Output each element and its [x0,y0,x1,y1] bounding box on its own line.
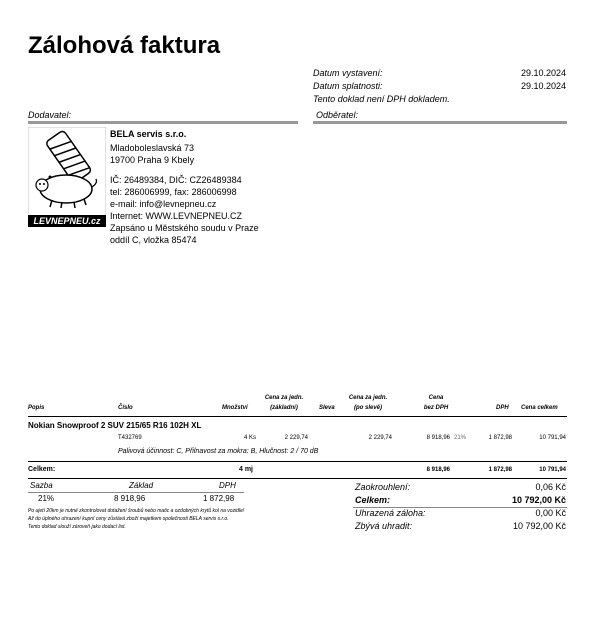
sum-qty: 4 mj [238,466,253,473]
customer-label: Odběratel: [316,110,359,120]
footer-line-3: Tento doklad slouží zároveň jako dodací list. [28,524,126,530]
supplier-register-2: oddíl C, vložka 85474 [110,235,197,245]
footer-line-1: Po ujetí 20km je nutné zkontrolovat dotažení šroubů nebo matic a ozdobných krytů kol na vozidle! [28,508,245,514]
supplier-name: BELA servis s.r.o. [110,129,187,139]
supplier-web: Internet: WWW.LEVNEPNEU.CZ [110,211,243,221]
col-cislo: Číslo [118,405,133,411]
due-value: 29.10.2024 [520,81,566,91]
rounding-value: 0,06 Kč [535,482,566,492]
col-cena-bez-2: bez DPH [423,405,449,411]
vat-rule [28,492,244,493]
item-code: T432769 [118,435,142,441]
header-rule [28,416,567,417]
vat-h-rate: Sazba [30,481,53,490]
item-total: 10 791,94 [539,435,566,441]
total-label: Celkem: [355,495,391,505]
vat-rate: 21% [38,494,55,503]
due-label: Datum splatnosti: [313,81,383,91]
supplier-rule [28,121,298,124]
col-sleva: Sleva [319,405,335,411]
col-cena-zakl-2: (základní) [270,405,298,411]
issued-value: 29.10.2024 [520,68,566,78]
item-name: Nokian Snowproof 2 SUV 215/65 R16 102H XL [28,421,202,430]
item-qty: 4 Ks [243,435,256,441]
supplier-ids: IČ: 26489384, DIČ: CZ26489384 [110,175,242,185]
items-rule [28,461,567,462]
item-vat: 1 872,98 [488,435,512,441]
supplier-email: e-mail: info@levnepneu.cz [110,199,217,209]
vat-h-base: Základ [129,481,154,490]
col-dph: DPH [496,405,509,411]
supplier-register-1: Zapsáno u Městského soudu v Praze [110,223,259,233]
remaining-label: Zbývá uhradit: [355,521,413,531]
sum-vat: 1 872,98 [488,467,512,473]
col-cena-zakl-1: Cena za jedn. [264,395,304,401]
item-eu-label: Palivová účinnost: C, Přilnavost za mokra: B, Hlučnost: 2 / 70 dB [118,448,319,455]
issued-label: Datum vystavení: [313,68,383,78]
col-cena-sleva-2: (po slevě) [353,405,382,411]
supplier-street: Mladoboleslavská 73 [110,143,195,153]
customer-rule [313,121,567,124]
supplier-label: Dodavatel: [28,110,72,120]
col-mnozstvi: Množství [222,405,248,411]
logo-text: LEVNEPNEU.cz [28,215,106,227]
page-title: Zálohová faktura [28,32,221,59]
col-cena-celkem: Cena celkem [521,405,558,411]
rounding-label: Zaokrouhlení: [355,482,411,492]
sum-label: Celkem: [28,466,56,473]
item-unit-price: 2 229,74 [284,435,308,441]
vat-amount: 1 872,98 [203,494,235,503]
col-cena-bez-1: Cena [428,395,444,401]
paid-label: Uhrazená záloha: [355,508,426,518]
supplier-phone: tel: 286006999, fax: 286006998 [110,187,237,197]
footer-line-2: Až do úplného uhrazení kupní ceny zůstává zboží majetkem společnosti BELA servis s.r.o. [28,516,229,522]
paid-value: 0,00 Kč [535,508,566,518]
remaining-value: 10 792,00 Kč [512,521,566,531]
vat-base: 8 918,96 [114,494,146,503]
sum-total: 10 791,94 [539,467,566,473]
item-vat-rate: 21% [454,435,467,441]
company-logo [28,127,106,227]
col-popis: Popis [28,405,45,411]
sum-price-no-vat: 8 918,96 [426,467,450,473]
vat-note: Tento doklad není DPH dokladem. [313,94,450,104]
vat-h-vat: DPH [219,481,236,490]
item-unit-price-discount: 2 229,74 [368,435,392,441]
total-value: 10 792,00 Kč [511,495,566,505]
sum-rule [28,478,567,479]
supplier-city: 19700 Praha 9 Kbely [110,155,195,165]
col-cena-sleva-1: Cena za jedn. [348,395,388,401]
item-price-no-vat: 8 918,96 [426,435,450,441]
